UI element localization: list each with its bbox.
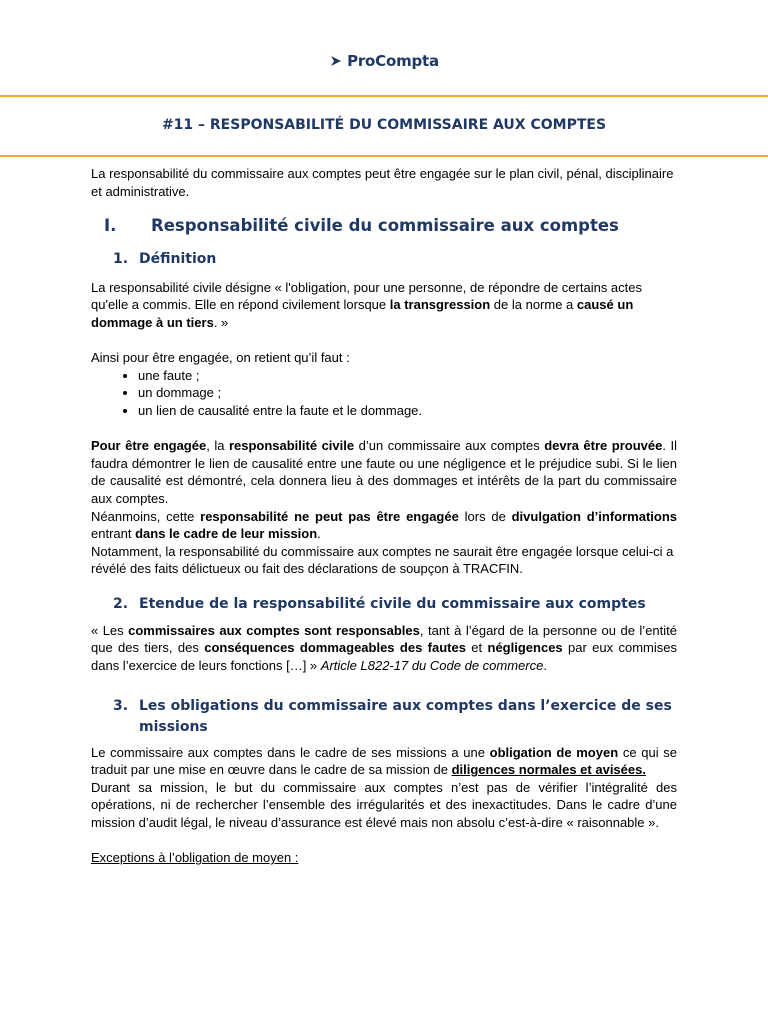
bottom-divider (0, 155, 768, 157)
top-divider (0, 95, 768, 97)
document-body (91, 165, 677, 867)
conditions-intro: Ainsi pour être engagée, on retient qu’il faut : (91, 350, 350, 366)
document-title: #11 – RESPONSABILITÉ DU COMMISSAIRE AUX COMPTES (161, 117, 607, 133)
chevron-logo-icon (329, 54, 343, 68)
subsection-heading-etendue: 2. Etendue de la responsabilité civile du commissaire aux comptes (113, 595, 646, 612)
assurance-paragraph: Durant sa mission, le but du commissaire aux comptes n’est pas de vérifier l’intégralité des opérations, ni de rechercher l’ensemble des irrégularités et des inexactitudes. Dans le cadre d’une mission d’audit légal, le niveau d’assurance est élevé mais non absolu c’est-à-dire « raisonnable ». (91, 779, 677, 831)
definition-paragraph: La responsabilité civile désigne « l'obligation, pour une personne, de répondre de certains actes qu'elle a commis. Elle en répond civilement lorsque la transgression de la norme a causé un dommage à un tiers. » (91, 279, 643, 330)
proof-paragraph: Pour être engagée, la responsabilité civile d’un commissaire aux comptes devra être prouvée. Il faudra démontrer le lien de causalité entre une faute ou une négligence et le préjudice subi. Si le lien de causalité est démontré, cela donnera lieu à des dommages et intérêts de la part du commissaire aux comptes. (91, 438, 677, 506)
list-item: • un lien de causalité entre la faute et le dommage. (138, 402, 677, 420)
brand-logo (0, 52, 768, 73)
intro-paragraph: La responsabilité du commissaire aux comptes peut être engagée sur le plan civil, pénal, disciplinaire et administrative. (91, 166, 674, 199)
subsection-heading-definition: 1. Définition (113, 250, 217, 267)
tracfin-paragraph: Notamment, la responsabilité du commissaire aux comptes ne saurait être engagée lorsque celui-ci a révélé des faits délictueux ou fait des déclarations de soupçon à TRACFIN. (91, 543, 674, 577)
exceptions-heading: Exceptions à l’obligation de moyen : (91, 850, 299, 866)
subsection-heading-obligations: 3. Les obligations du commissaire aux comptes dans l’exercice de ses missions (113, 697, 672, 735)
exception-paragraph: Néanmoins, cette responsabilité ne peut pas être engagée lors de divulgation d’informations entrant dans le cadre de leur mission. (91, 508, 678, 542)
brand-name: ProCompta (347, 52, 439, 70)
etendue-paragraph: « Les commissaires aux comptes sont responsables, tant à l’égard de la personne ou de l’entité que des tiers, des conséquences dommageables des fautes et négligences par eux commises dans l’exercice de leurs fonctions […] » Article L822-17 du Code de commerce. (91, 622, 677, 674)
list-item: • une faute ; (138, 367, 677, 385)
conditions-list (91, 367, 677, 420)
list-item: • un dommage ; (138, 384, 677, 402)
section-heading-1: I. Responsabilité civile du commissaire aux comptes (104, 216, 619, 236)
obligation-paragraph: Le commissaire aux comptes dans le cadre de ses missions a une obligation de moyen ce qui se traduit par une mise en œuvre dans le cadre de sa mission de diligences normales et avisées. (91, 744, 677, 778)
